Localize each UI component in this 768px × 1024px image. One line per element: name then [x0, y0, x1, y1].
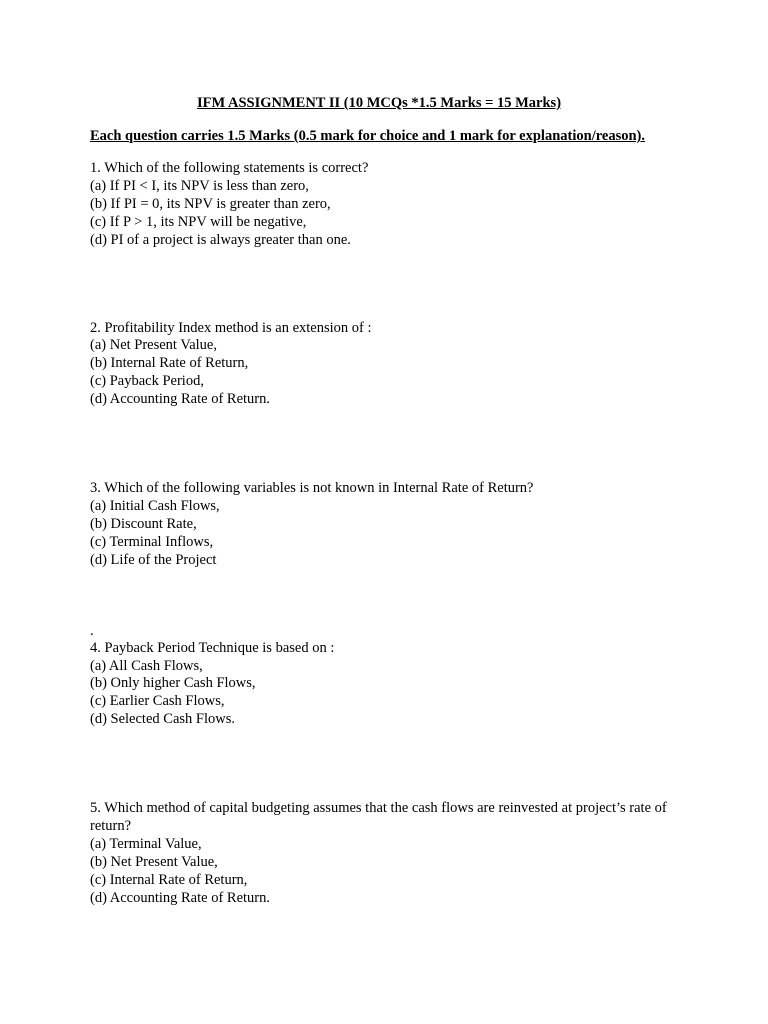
- document-title: IFM ASSIGNMENT II (10 MCQs *1.5 Marks = 15 Marks): [196, 95, 562, 111]
- option-b: (b) Internal Rate of Return,: [90, 355, 249, 372]
- option-b: (b) If PI = 0, its NPV is greater than zero,: [90, 195, 331, 212]
- option-d: (d) PI of a project is always greater than one.: [90, 231, 351, 248]
- question-1: [90, 160, 690, 250]
- question-stem: 5. Which method of capital budgeting assumes that the cash flows are reinvested at project’s rate of return?: [90, 800, 667, 835]
- option-a: (a) If PI < I, its NPV is less than zero,: [90, 177, 309, 194]
- question-5: [90, 800, 690, 907]
- question-3: [90, 480, 690, 570]
- document-page: [90, 94, 690, 908]
- option-c: (c) If P > 1, its NPV will be negative,: [90, 213, 307, 230]
- option-d: (d) Life of the Project: [90, 551, 217, 568]
- instruction-text: Each question carries 1.5 Marks (0.5 mark for choice and 1 mark for explanation/reason).: [90, 128, 646, 144]
- question-stem: 3. Which of the following variables is not known in Internal Rate of Return?: [90, 480, 534, 497]
- option-b: (b) Discount Rate,: [90, 515, 197, 532]
- option-b: (b) Net Present Value,: [90, 853, 218, 870]
- option-a: (a) All Cash Flows,: [90, 657, 203, 674]
- option-d: (d) Accounting Rate of Return.: [90, 391, 270, 408]
- option-c: (c) Payback Period,: [90, 373, 204, 390]
- option-d: (d) Selected Cash Flows.: [90, 711, 235, 728]
- question-2: [90, 320, 690, 410]
- stray-period: .: [90, 622, 94, 639]
- option-b: (b) Only higher Cash Flows,: [90, 675, 256, 692]
- question-stem: 4. Payback Period Technique is based on :: [90, 639, 335, 656]
- question-stem: 1. Which of the following statements is correct?: [90, 160, 369, 176]
- option-c: (c) Terminal Inflows,: [90, 533, 214, 550]
- question-stem: 2. Profitability Index method is an extension of :: [90, 319, 372, 336]
- option-c: (c) Internal Rate of Return,: [90, 871, 248, 888]
- option-a: (a) Initial Cash Flows,: [90, 497, 220, 514]
- question-4: [90, 622, 690, 730]
- option-a: (a) Terminal Value,: [90, 835, 202, 852]
- option-d: (d) Accounting Rate of Return.: [90, 889, 270, 906]
- option-c: (c) Earlier Cash Flows,: [90, 693, 225, 710]
- option-a: (a) Net Present Value,: [90, 337, 217, 354]
